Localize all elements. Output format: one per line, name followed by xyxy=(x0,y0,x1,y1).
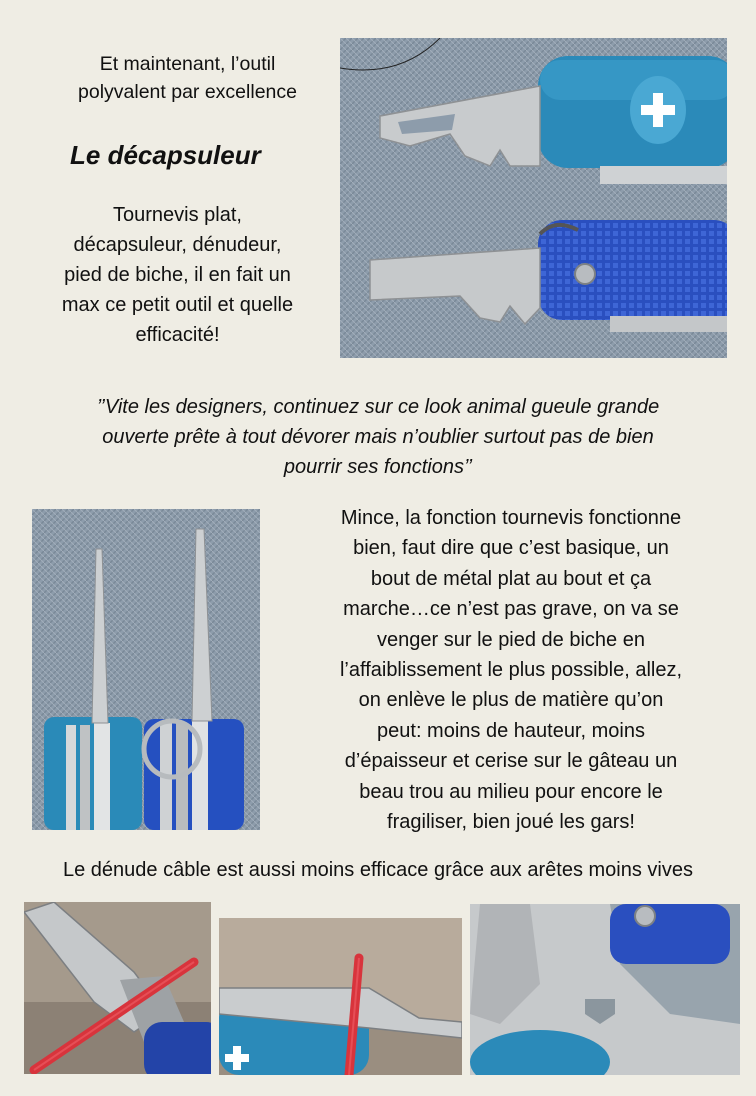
description-line: pied de biche, il en fait un xyxy=(64,264,291,286)
description-line: efficacité! xyxy=(135,324,220,346)
body-line: marche…ce n’est pas grave, on va se xyxy=(343,598,679,621)
body-line: on enlève le plus de matière qu’on xyxy=(358,689,664,712)
intro-line-1: Et maintenant, l’outil xyxy=(99,53,276,75)
description-text xyxy=(30,200,325,350)
description-line: max ce petit outil et quelle xyxy=(61,294,294,316)
body-line: Mince, la fonction tournevis fonctionne xyxy=(340,507,682,529)
photo-screwdrivers xyxy=(32,509,260,830)
body-line: bout de métal plat au bout et ça xyxy=(370,567,652,590)
body-line: l’affaiblissement le plus possible, allez, xyxy=(339,659,683,682)
body-line: fragiliser, bien joué les gars! xyxy=(387,811,635,834)
photo-wire-stripper-2 xyxy=(219,918,462,1075)
quote-text xyxy=(20,392,736,482)
body-line: venger sur le pied de biche en xyxy=(377,628,645,651)
caption-text: Le dénude câble est aussi moins efficace grâce aux arêtes moins vives xyxy=(63,859,693,881)
photo-bottle-openers xyxy=(340,38,727,358)
description-line: décapsuleur, dénudeur, xyxy=(73,234,282,256)
quote-line: ouverte prête à tout dévorer mais n’oublier surtout pas de bien xyxy=(102,426,654,448)
body-line: peut: moins de hauteur, moins xyxy=(377,719,645,742)
quote-line: ’’Vite les designers, continuez sur ce look animal gueule grande xyxy=(96,396,660,418)
description-line: Tournevis plat, xyxy=(113,204,242,226)
body-line: beau trou au milieu pour encore le xyxy=(359,780,663,803)
quote-line: pourrir ses fonctions’’ xyxy=(283,456,473,478)
photo-opener-closeup xyxy=(470,904,740,1075)
body-line: d’épaisseur et cerise sur le gâteau un xyxy=(344,750,678,773)
intro-text xyxy=(40,50,335,106)
body-line: bien, faut dire que c’est basique, un xyxy=(353,537,669,560)
intro-line-2: polyvalent par excellence xyxy=(78,81,297,103)
photo-wire-stripper-1 xyxy=(24,902,211,1074)
body-text xyxy=(298,503,724,837)
section-title: Le décapsuleur xyxy=(70,140,261,170)
